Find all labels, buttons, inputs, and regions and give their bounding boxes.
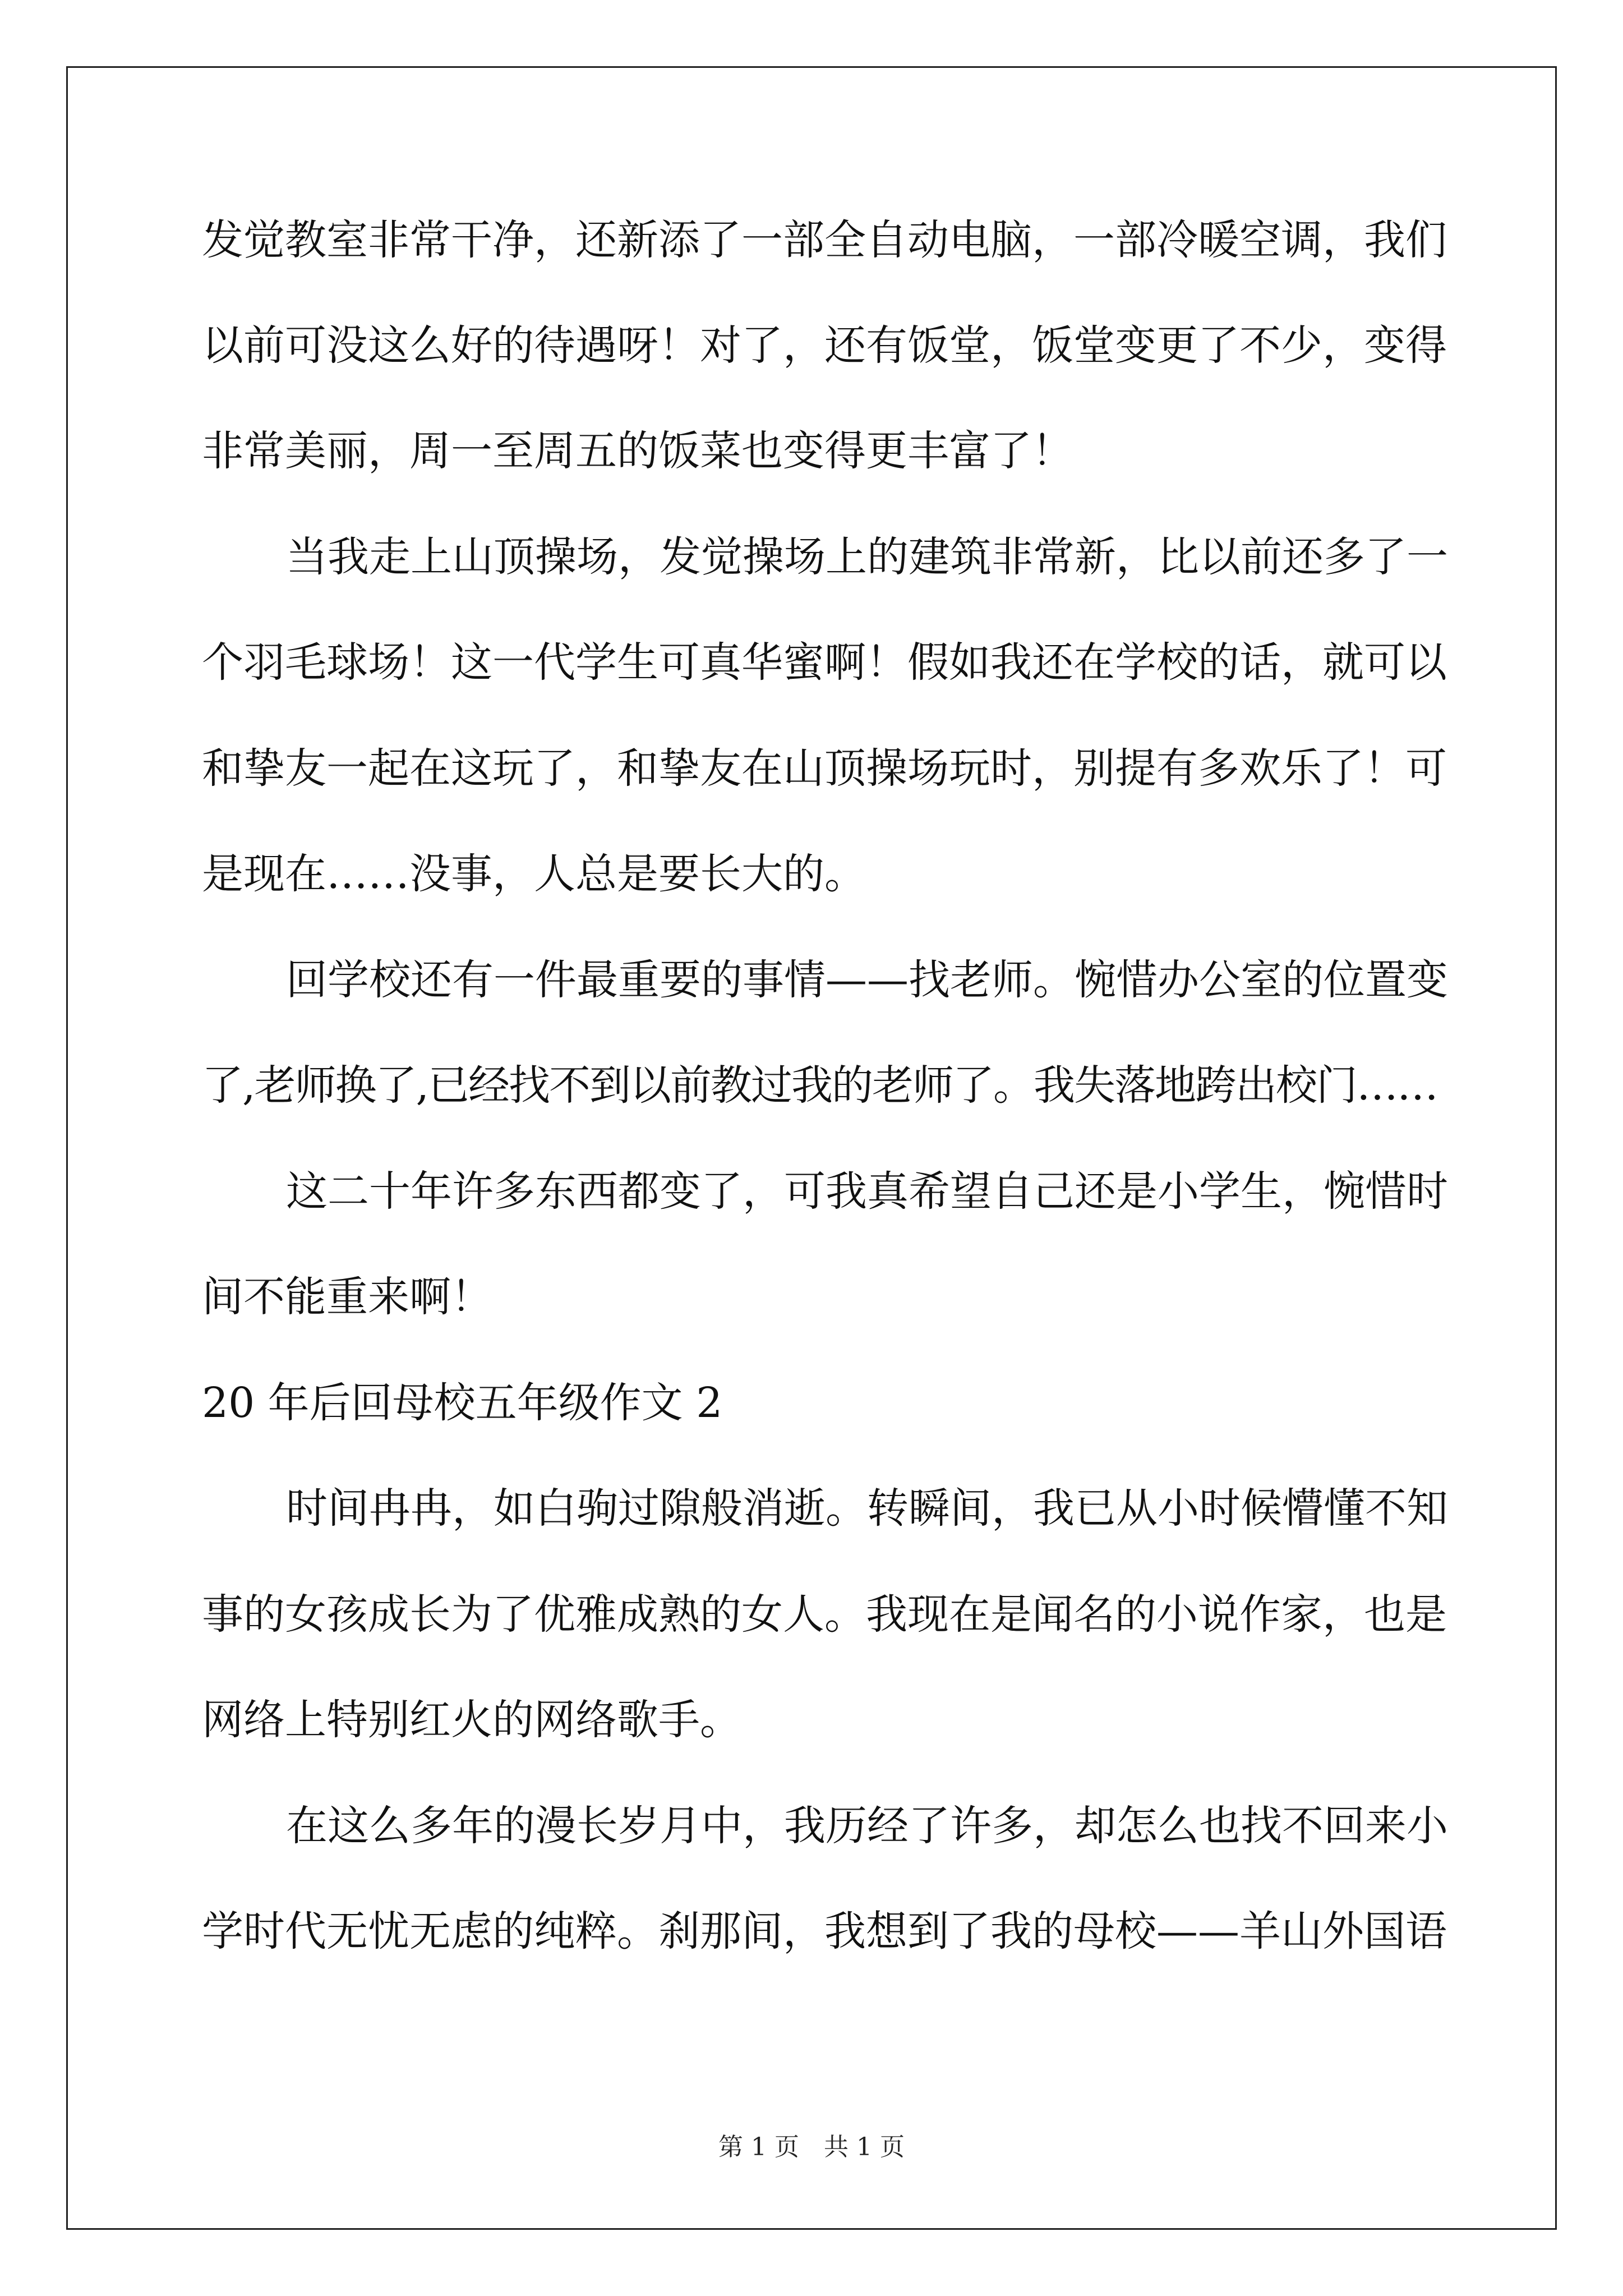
paragraph-line: 以前可没这么好的待遇呀！对了，还有饭堂，饭堂变更了不少，变得 bbox=[202, 321, 1447, 370]
paragraph-line: 是现在……没事，人总是要长大的。 bbox=[202, 850, 866, 898]
paragraph-line: 回学校还有一件最重要的事情——找老师。惋惜办公室的位置变 bbox=[286, 956, 1448, 1004]
paragraph-line: 时间冉冉，如白驹过隙般消逝。转瞬间，我已从小时候懵懂不知 bbox=[286, 1484, 1448, 1533]
paragraph-line: 学时代无忧无虑的纯粹。刹那间，我想到了我的母校——羊山外国语 bbox=[202, 1907, 1447, 1955]
page-border bbox=[66, 66, 1557, 2230]
paragraph-line: 事的女孩成长为了优雅成熟的女人。我现在是闻名的小说作家，也是 bbox=[202, 1590, 1447, 1639]
paragraph-line: 当我走上山顶操场，发觉操场上的建筑非常新，比以前还多了一 bbox=[286, 533, 1448, 581]
paragraph-line: 了,老师换了,已经找不到以前教过我的老师了。我失落地跨出校门…… bbox=[202, 1061, 1438, 1110]
paragraph-line: 发觉教室非常干净，还新添了一部全自动电脑，一部冷暖空调，我们 bbox=[202, 216, 1447, 264]
paragraph-line: 网络上特别红火的网络歌手。 bbox=[202, 1696, 741, 1744]
paragraph-line: 这二十年许多东西都变了，可我真希望自己还是小学生，惋惜时 bbox=[286, 1167, 1448, 1216]
paragraph-line: 间不能重来啊！ bbox=[202, 1273, 492, 1321]
paragraph-line: 在这么多年的漫长岁月中，我历经了许多，却怎么也找不回来小 bbox=[286, 1802, 1448, 1850]
paragraph-line: 和挚友一起在这玩了，和挚友在山顶操场玩时，别提有多欢乐了！可 bbox=[202, 744, 1447, 793]
page-footer: 第 1 页 共 1 页 bbox=[718, 2133, 905, 2161]
paragraph-line: 个羽毛球场！这一代学生可真华蜜啊！假如我还在学校的话，就可以 bbox=[202, 638, 1447, 687]
paragraph-line: 非常美丽，周一至周五的饭菜也变得更丰富了！ bbox=[202, 427, 1073, 475]
section-heading: 20 年后回母校五年级作文 2 bbox=[202, 1379, 723, 1427]
